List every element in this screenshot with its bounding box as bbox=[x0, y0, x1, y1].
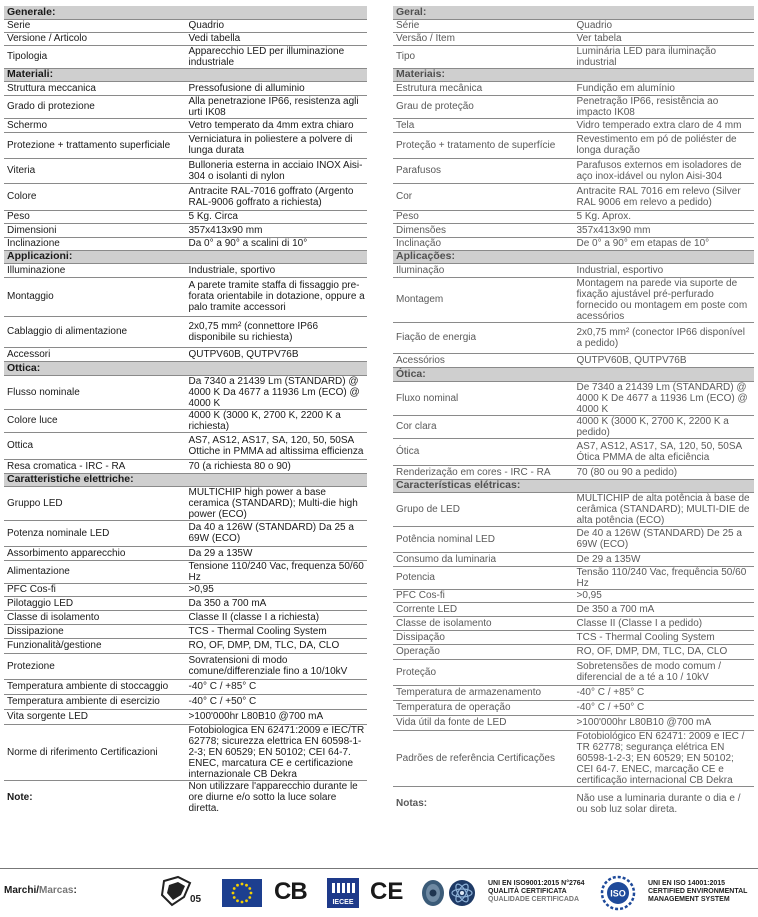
spec-value: Quadrio bbox=[574, 19, 755, 32]
spec-value: Antracite RAL 7016 em relevo (Silver RAL 9006 em relevo a pedido) bbox=[574, 183, 755, 210]
spec-table-portuguese bbox=[393, 6, 754, 821]
spec-value: Tensão 110/240 Vac, frequência 50/60 Hz bbox=[574, 566, 755, 589]
spec-label: Montagem bbox=[393, 277, 574, 322]
footer bbox=[0, 868, 758, 917]
spec-row bbox=[4, 277, 367, 316]
section-header bbox=[393, 479, 754, 492]
spec-value: MULTICHIP high power a base ceramica (STANDARD); Multi-die high power (ECO) bbox=[186, 486, 368, 520]
spec-label: Colore luce bbox=[4, 409, 186, 432]
spec-label: Serie bbox=[4, 19, 186, 32]
spec-row bbox=[393, 659, 754, 685]
spec-row bbox=[393, 644, 754, 659]
spec-value: -40° C / +85° C bbox=[186, 679, 368, 694]
spec-row bbox=[393, 183, 754, 210]
spec-value: TCS - Thermal Cooling System bbox=[574, 630, 755, 644]
section-header bbox=[4, 473, 367, 486]
spec-label: Inclinazione bbox=[4, 237, 186, 250]
spec-row bbox=[4, 118, 367, 132]
spec-value: Da 350 a 700 mA bbox=[186, 596, 368, 610]
spec-label: Gruppo LED bbox=[4, 486, 186, 520]
iso14001-certification: UNI EN ISO 14001:2015 CERTIFIED ENVIRONMENTAL MANAGEMENT SYSTEM bbox=[648, 880, 748, 903]
spec-value: Industrial, esportivo bbox=[574, 263, 755, 277]
spec-label: Colore bbox=[4, 183, 186, 210]
spec-value: Vidro temperado extra claro de 4 mm bbox=[574, 118, 755, 132]
spec-label: Protezione + trattamento superficiale bbox=[4, 132, 186, 158]
spec-row bbox=[393, 552, 754, 566]
spec-label: Schermo bbox=[4, 118, 186, 132]
spec-row bbox=[4, 638, 367, 653]
spec-label: Dissipação bbox=[393, 630, 574, 644]
spec-row bbox=[393, 415, 754, 438]
spec-value: Classe II (Classe I a pedido) bbox=[574, 616, 755, 630]
spec-label: Temperatura ambiente di stoccaggio bbox=[4, 679, 186, 694]
section-title: Ottica: bbox=[4, 361, 367, 375]
spec-row bbox=[4, 409, 367, 432]
spec-row bbox=[4, 347, 367, 361]
spec-label: Peso bbox=[393, 210, 574, 223]
spec-value: Quadrio bbox=[186, 19, 368, 32]
spec-value: Da 7340 a 21439 Lm (STANDARD) @ 4000 K Da 4677 a 11936 Lm (ECO) @ 4000 K bbox=[186, 375, 368, 409]
spec-label: Temperatura ambiente di esercizio bbox=[4, 694, 186, 709]
spec-value: De 29 a 135W bbox=[574, 552, 755, 566]
spec-value: Sovratensioni di modo comune/differenziale fino a 10/10kV bbox=[186, 653, 368, 679]
spec-value: >100'000hr L80B10 @700 mA bbox=[186, 709, 368, 724]
spec-value: QUTPV60B, QUTPV76B bbox=[574, 353, 755, 367]
spec-value: 4000 K (3000 K, 2700 K, 2200 K a pedido) bbox=[574, 415, 755, 438]
spec-label: Note: bbox=[7, 791, 33, 803]
spec-label: Fiação de energia bbox=[393, 322, 574, 353]
spec-value: Penetração IP66, resistência ao impacto IK08 bbox=[574, 95, 755, 118]
spec-value: QUTPV60B, QUTPV76B bbox=[186, 347, 368, 361]
spec-row bbox=[393, 438, 754, 465]
spec-value: De 0° a 90° em etapas de 10° bbox=[574, 237, 755, 250]
spec-label: Proteção bbox=[393, 659, 574, 685]
spec-value: Sobretensões de modo comum / diferencial de a té a 10 / 10kV bbox=[574, 659, 755, 685]
spec-value: 2x0,75 mm² (connettore IP66 disponibile su richiesta) bbox=[186, 316, 368, 347]
enec-number: 05 bbox=[190, 894, 202, 905]
section-title: Ótica: bbox=[393, 367, 754, 381]
spec-value: Industriale, sportivo bbox=[186, 263, 368, 277]
spec-row bbox=[393, 81, 754, 95]
spec-row bbox=[4, 624, 367, 638]
cb-mark: CB bbox=[274, 878, 307, 905]
spec-label: Potência nominal LED bbox=[393, 526, 574, 552]
spec-value: A parete tramite staffa di fissaggio pre-forata orientabile in dotazione, oppure a palo tramite accessori bbox=[186, 277, 368, 316]
section-header bbox=[393, 68, 754, 81]
section-title: Caratteristiche elettriche: bbox=[4, 473, 367, 486]
spec-label: Tela bbox=[393, 118, 574, 132]
spec-row bbox=[393, 45, 754, 68]
section-title: Generale: bbox=[4, 6, 367, 19]
spec-value: Pressofusione di alluminio bbox=[186, 81, 368, 95]
spec-value: AS7, AS12, AS17, SA, 120, 50, 50SA Ottiche in PMMA ad altissima efficienza bbox=[186, 432, 368, 459]
spec-row bbox=[4, 653, 367, 679]
spec-label: Struttura meccanica bbox=[4, 81, 186, 95]
spec-row bbox=[393, 602, 754, 616]
section-title: Aplicações: bbox=[393, 250, 754, 263]
spec-label: Corrente LED bbox=[393, 602, 574, 616]
spec-label: Classe di isolamento bbox=[4, 610, 186, 624]
spec-value: Classe II (classe I a richiesta) bbox=[186, 610, 368, 624]
spec-value: Revestimento em pó de poliéster de longa duração bbox=[574, 132, 755, 158]
ce-mark: CE bbox=[370, 878, 404, 905]
spec-label: Estrutura mecânica bbox=[393, 81, 574, 95]
spec-value: >0,95 bbox=[574, 589, 755, 602]
spec-row bbox=[393, 32, 754, 45]
spec-label: Cor bbox=[393, 183, 574, 210]
spec-value: 5 Kg. Aprox. bbox=[574, 210, 755, 223]
spec-label: Dimensões bbox=[393, 223, 574, 237]
spec-value: De 350 a 700 mA bbox=[574, 602, 755, 616]
spec-value: Verniciatura in poliestere a polvere di lunga durata bbox=[186, 132, 368, 158]
spec-label: Funzionalità/gestione bbox=[4, 638, 186, 653]
spec-value: De 40 a 126W (STANDARD) De 25 a 69W (ECO) bbox=[574, 526, 755, 552]
spec-value: 357x413x90 mm bbox=[574, 223, 755, 237]
notes-row bbox=[393, 786, 754, 821]
iso-seal-label: ISO bbox=[610, 888, 626, 899]
section-header bbox=[393, 6, 754, 19]
spec-value: 2x0,75 mm² (conector IP66 disponível a pedido) bbox=[574, 322, 755, 353]
spec-label: PFC Cos-fi bbox=[393, 589, 574, 602]
spec-value: Antracite RAL-7016 goffrato (Argento RAL-9006 goffrato a richiesta) bbox=[186, 183, 368, 210]
spec-value: 4000 K (3000 K, 2700 K, 2200 K a richiesta) bbox=[186, 409, 368, 432]
spec-row bbox=[4, 560, 367, 583]
spec-label: Peso bbox=[4, 210, 186, 223]
spec-value: Alla penetrazione IP66, resistenza agli urti IK08 bbox=[186, 95, 368, 118]
spec-label: Norme di riferimento Certificazioni bbox=[4, 724, 186, 780]
spec-row bbox=[393, 465, 754, 479]
spec-value: Parafusos externos em isoladores de aço inox-idável ou nylon Aisi-304 bbox=[574, 158, 755, 183]
spec-label: Vida útil da fonte de LED bbox=[393, 715, 574, 730]
spec-value: 357x413x90 mm bbox=[186, 223, 368, 237]
spec-table-italian bbox=[4, 6, 367, 814]
spec-label: Protezione bbox=[4, 653, 186, 679]
spec-row bbox=[4, 183, 367, 210]
spec-label: Cablaggio di alimentazione bbox=[4, 316, 186, 347]
seal-icon bbox=[421, 879, 445, 907]
spec-value: De 7340 a 21439 Lm (STANDARD) @ 4000 K De 4677 a 11936 Lm (ECO) @ 4000 K bbox=[574, 381, 755, 415]
spec-label: Dissipazione bbox=[4, 624, 186, 638]
section-title: Geral: bbox=[393, 6, 754, 19]
spec-label: Ottica bbox=[4, 432, 186, 459]
spec-value: Vedi tabella bbox=[186, 32, 368, 45]
spec-value: Fotobiológico EN 62471: 2009 e IEC / TR 62778; segurança elétrica EN 60598-1-2-3; EN 60529; EN 50102; CEI 64-7. ENEC, marcação CE e certificação internacional CB Dekra bbox=[574, 730, 755, 786]
spec-label: Grupo de LED bbox=[393, 492, 574, 526]
spec-row bbox=[393, 95, 754, 118]
spec-column-portuguese bbox=[393, 6, 754, 821]
spec-column-italian bbox=[4, 6, 367, 814]
spec-row bbox=[393, 492, 754, 526]
spec-row bbox=[4, 679, 367, 694]
spec-value: -40° C / +85° C bbox=[574, 685, 755, 700]
spec-row bbox=[393, 118, 754, 132]
spec-label: Montaggio bbox=[4, 277, 186, 316]
spec-value: MULTICHIP de alta potência à base de cerâmica (STANDARD); MULTI-DIE de alta potência (ECO) bbox=[574, 492, 755, 526]
spec-row bbox=[4, 237, 367, 250]
spec-row bbox=[393, 630, 754, 644]
spec-row bbox=[393, 589, 754, 602]
trademarks-label: Marchi/Marcas: bbox=[4, 885, 77, 896]
spec-value: Não use a luminaria durante o dia e / ou sob luz solar direta. bbox=[576, 792, 741, 815]
spec-value: Non utilizzare l'apparecchio durante le ore diurne e/o sotto la luce solare diretta. bbox=[188, 780, 358, 814]
section-header bbox=[393, 250, 754, 263]
spec-label: Versão / Item bbox=[393, 32, 574, 45]
iso9001-certification: UNI EN ISO9001:2015 N°2764 QUALITÀ CERTIFICATA QUALIDADE CERTIFICADA bbox=[488, 880, 585, 903]
spec-row bbox=[393, 132, 754, 158]
spec-row bbox=[4, 459, 367, 473]
section-header bbox=[393, 367, 754, 381]
spec-value: >100'000hr L80B10 @700 mA bbox=[574, 715, 755, 730]
spec-label: Consumo da luminaria bbox=[393, 552, 574, 566]
spec-label: Potenza nominale LED bbox=[4, 520, 186, 546]
spec-value: TCS - Thermal Cooling System bbox=[186, 624, 368, 638]
spec-row bbox=[4, 724, 367, 780]
spec-value: Vetro temperato da 4mm extra chiaro bbox=[186, 118, 368, 132]
spec-row bbox=[393, 381, 754, 415]
spec-label: Série bbox=[393, 19, 574, 32]
spec-row bbox=[4, 158, 367, 183]
notes-row bbox=[4, 780, 367, 814]
spec-row bbox=[4, 45, 367, 68]
spec-label: Tipologia bbox=[4, 45, 186, 68]
spec-row bbox=[4, 19, 367, 32]
atom-icon bbox=[448, 879, 476, 907]
spec-value: RO, OF, DMP, DM, TLC, DA, CLO bbox=[574, 644, 755, 659]
spec-row bbox=[393, 322, 754, 353]
spec-row bbox=[4, 432, 367, 459]
spec-row bbox=[4, 546, 367, 560]
spec-label: Iluminação bbox=[393, 263, 574, 277]
spec-label: Cor clara bbox=[393, 415, 574, 438]
spec-row bbox=[4, 694, 367, 709]
spec-value: Ver tabela bbox=[574, 32, 755, 45]
spec-label: Vita sorgente LED bbox=[4, 709, 186, 724]
spec-value: Da 0° a 90° a scalini di 10° bbox=[186, 237, 368, 250]
spec-row bbox=[393, 730, 754, 786]
spec-row bbox=[4, 263, 367, 277]
spec-label: Grado di protezione bbox=[4, 95, 186, 118]
spec-label: Proteção + tratamento de superfície bbox=[393, 132, 574, 158]
spec-value: Fundição em alumínio bbox=[574, 81, 755, 95]
eu-flag-icon bbox=[222, 879, 262, 907]
spec-row bbox=[4, 210, 367, 223]
spec-label: Temperatura de operação bbox=[393, 700, 574, 715]
spec-row bbox=[4, 132, 367, 158]
spec-value: Fotobiologica EN 62471:2009 e IEC/TR 62778; sicurezza elettrica EN 60598-1-2-3; EN 60529; EN 50102; CEI 64-7. ENEC, marcatura CE e certificazione internazionale CB Dekra bbox=[186, 724, 368, 780]
spec-row bbox=[4, 520, 367, 546]
spec-label: Operação bbox=[393, 644, 574, 659]
spec-row bbox=[4, 709, 367, 724]
section-title: Características elétricas: bbox=[393, 479, 754, 492]
spec-label: Flusso nominale bbox=[4, 375, 186, 409]
spec-value: RO, OF, DMP, DM, TLC, DA, CLO bbox=[186, 638, 368, 653]
spec-value: >0,95 bbox=[186, 583, 368, 596]
section-header bbox=[4, 361, 367, 375]
spec-row bbox=[393, 277, 754, 322]
section-header bbox=[4, 68, 367, 81]
spec-value: 70 (a richiesta 80 o 90) bbox=[186, 459, 368, 473]
spec-row bbox=[393, 616, 754, 630]
spec-row bbox=[393, 237, 754, 250]
spec-value: Tensione 110/240 Vac, frequenza 50/60 Hz bbox=[186, 560, 368, 583]
spec-value: Montagem na parede via suporte de fixação ajustável pré-perfurado fornecido ou montagem em poste com acessórios bbox=[574, 277, 755, 322]
spec-label: Potencia bbox=[393, 566, 574, 589]
spec-value: Da 40 a 126W (STANDARD) Da 25 a 69W (ECO) bbox=[186, 520, 368, 546]
spec-label: Accessori bbox=[4, 347, 186, 361]
spec-row bbox=[393, 566, 754, 589]
spec-row bbox=[393, 210, 754, 223]
spec-label: Pilotaggio LED bbox=[4, 596, 186, 610]
spec-row bbox=[4, 223, 367, 237]
spec-value: Bulloneria esterna in acciaio INOX Aisi-304 o isolanti di nylon bbox=[186, 158, 368, 183]
spec-label: PFC Cos-fi bbox=[4, 583, 186, 596]
spec-row bbox=[393, 700, 754, 715]
spec-row bbox=[4, 81, 367, 95]
enec-mark-icon bbox=[160, 875, 206, 909]
spec-label: Assorbimento apparecchio bbox=[4, 546, 186, 560]
iso-seal-icon bbox=[598, 875, 638, 911]
section-title: Materiais: bbox=[393, 68, 754, 81]
spec-value: Da 29 a 135W bbox=[186, 546, 368, 560]
section-title: Materiali: bbox=[4, 68, 367, 81]
spec-label: Inclinação bbox=[393, 237, 574, 250]
spec-row bbox=[393, 223, 754, 237]
spec-row bbox=[393, 19, 754, 32]
spec-value: 5 Kg. Circa bbox=[186, 210, 368, 223]
spec-value: AS7, AS12, AS17, SA, 120, 50, 50SA Ótica PMMA de alta eficiência bbox=[574, 438, 755, 465]
spec-row bbox=[393, 353, 754, 367]
spec-value: Apparecchio LED per illuminazione industriale bbox=[186, 45, 368, 68]
spec-value: -40° C / +50° C bbox=[186, 694, 368, 709]
spec-label: Versione / Articolo bbox=[4, 32, 186, 45]
spec-label: Illuminazione bbox=[4, 263, 186, 277]
spec-row bbox=[393, 715, 754, 730]
spec-value: Luminária LED para iluminação industrial bbox=[574, 45, 755, 68]
section-header bbox=[4, 6, 367, 19]
spec-label: Viteria bbox=[4, 158, 186, 183]
spec-row bbox=[4, 32, 367, 45]
spec-label: Fluxo nominal bbox=[393, 381, 574, 415]
spec-label: Classe de isolamento bbox=[393, 616, 574, 630]
spec-row bbox=[4, 486, 367, 520]
spec-label: Parafusos bbox=[393, 158, 574, 183]
spec-label: Acessórios bbox=[393, 353, 574, 367]
spec-label: Resa cromatica - IRC - RA bbox=[4, 459, 186, 473]
spec-label: Notas: bbox=[396, 798, 428, 810]
spec-row bbox=[393, 526, 754, 552]
iecee-label: IECEE bbox=[332, 899, 354, 906]
spec-label: Dimensioni bbox=[4, 223, 186, 237]
spec-value: 70 (80 ou 90 a pedido) bbox=[574, 465, 755, 479]
spec-row bbox=[4, 610, 367, 624]
spec-row bbox=[4, 596, 367, 610]
iecee-mark-icon bbox=[327, 878, 359, 908]
spec-label: Temperatura de armazenamento bbox=[393, 685, 574, 700]
spec-row bbox=[4, 583, 367, 596]
spec-row bbox=[393, 263, 754, 277]
spec-label: Ótica bbox=[393, 438, 574, 465]
spec-row bbox=[393, 685, 754, 700]
section-header bbox=[4, 250, 367, 263]
spec-label: Grau de proteção bbox=[393, 95, 574, 118]
spec-row bbox=[393, 158, 754, 183]
spec-label: Padrões de referência Certificações bbox=[393, 730, 574, 786]
spec-row bbox=[4, 375, 367, 409]
spec-label: Renderização em cores - IRC - RA bbox=[393, 465, 574, 479]
spec-row bbox=[4, 95, 367, 118]
spec-row bbox=[4, 316, 367, 347]
section-title: Applicazioni: bbox=[4, 250, 367, 263]
spec-value: -40° C / +50° C bbox=[574, 700, 755, 715]
spec-label: Alimentazione bbox=[4, 560, 186, 583]
spec-label: Tipo bbox=[393, 45, 574, 68]
